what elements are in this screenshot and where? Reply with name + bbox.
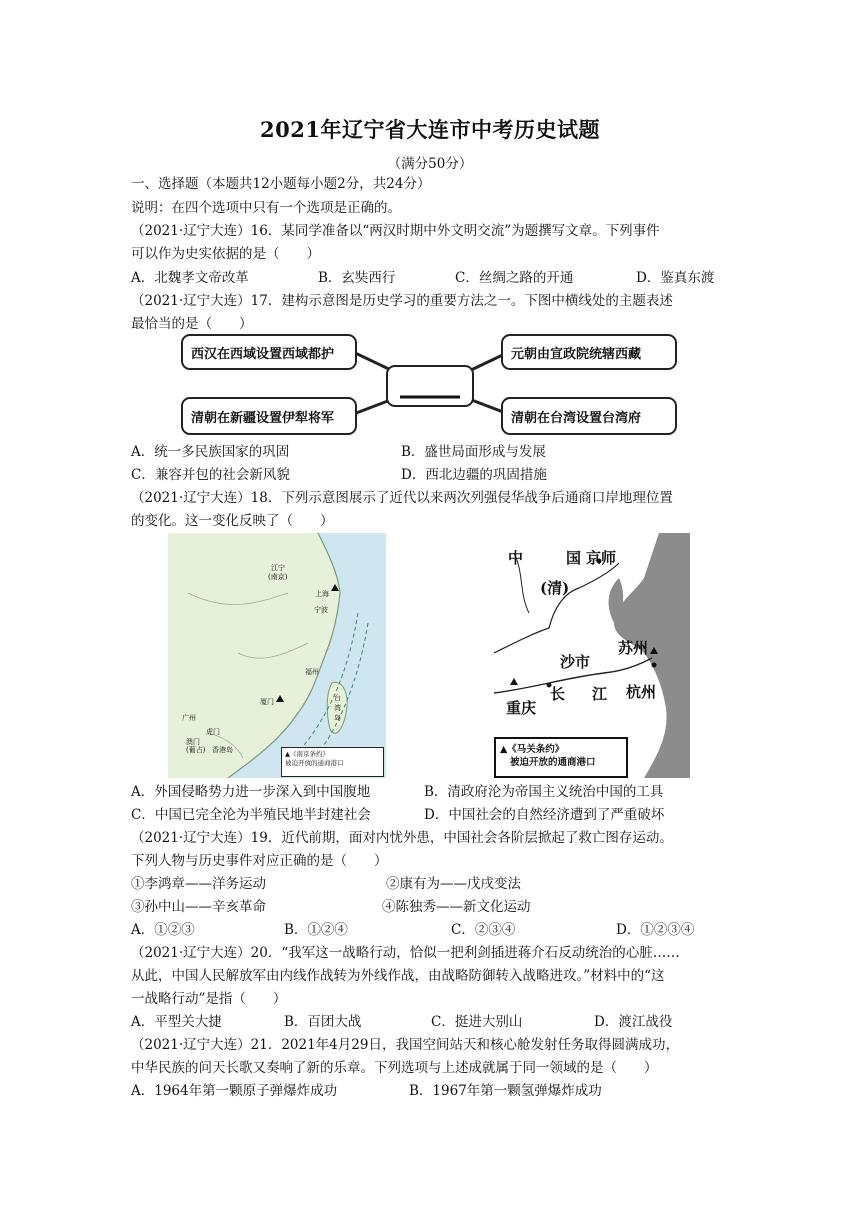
map2-label-suzhou: 苏州 bbox=[618, 639, 649, 657]
diagram-box-bottom-left: 清朝在新疆设置伊犁将军 bbox=[181, 397, 357, 435]
section-note: 说明：在四个选项中只有一个选项是正确的。 bbox=[131, 200, 401, 216]
q16-option-c: C．丝绸之路的开通 bbox=[455, 270, 574, 286]
map1-label-hongkong: 香港岛 bbox=[212, 746, 233, 754]
q19-stem-line2: 下列人物与历史事件对应正确的是（ ） bbox=[131, 853, 388, 869]
q19-item-2: ②康有为——戊戌变法 bbox=[386, 876, 521, 892]
q20-stem-line1: （2021·辽宁大连）20．“我军这一战略行动，恰似一把利剑插进蒋介石反动统治的心脏…… bbox=[131, 945, 680, 961]
q19-stem-line1: （2021·辽宁大连）19．近代前期，面对内忧外患，中国社会各阶层掀起了救亡图存运动。 bbox=[131, 830, 673, 846]
q20-option-b: B．百团大战 bbox=[284, 1014, 362, 1030]
map1-label-wan: 湾 bbox=[334, 704, 341, 712]
q18-option-b: B．清政府沦为帝国主义统治中国的工具 bbox=[424, 784, 664, 800]
map1-label-shanghai: 上海 bbox=[315, 590, 329, 598]
map1-legend bbox=[281, 747, 384, 777]
map1-label-humen: 虎门 bbox=[206, 728, 220, 736]
map2-legend bbox=[494, 737, 628, 778]
q17-stem-line2: 最恰当的是（ ） bbox=[131, 316, 253, 332]
nanjing-treaty-map bbox=[168, 533, 386, 778]
q20-option-a: A．平型关大捷 bbox=[131, 1014, 222, 1030]
q21-stem-line2: 中华民族的问天长歌又奏响了新的乐章。下列选项与上述成就属于同一领域的是（ ） bbox=[131, 1060, 658, 1076]
q17-option-a: A．统一多民族国家的巩固 bbox=[131, 444, 290, 460]
map2-label-guo: 国 bbox=[566, 549, 582, 567]
map2-label-shashi: 沙市 bbox=[560, 653, 591, 671]
q21-option-b: B．1967年第一颗氢弹爆炸成功 bbox=[409, 1083, 602, 1099]
map1-label-jiangning: 江宁 bbox=[271, 564, 285, 572]
map1-label-macau: 澳门 bbox=[186, 738, 200, 746]
map1-legend-title: ▲《南京条约》 bbox=[285, 750, 329, 758]
diagram-box-top-left: 西汉在西域设置西域都护 bbox=[181, 334, 357, 370]
map1-label-ningbo: 宁波 bbox=[314, 606, 328, 614]
map2-label-jingshi: 京师 bbox=[586, 549, 617, 567]
map1-label-fuzhou: 福州 bbox=[305, 668, 319, 676]
q17-stem-line1: （2021·辽宁大连）17．建构示意图是历史学习的重要方法之一。下图中横线处的主题表述 bbox=[131, 293, 673, 309]
map2-label-zhong: 中 bbox=[508, 549, 524, 567]
q19-item-1: ①李鸿章——洋务运动 bbox=[131, 876, 266, 892]
q19-item-4: ④陈独秀——新文化运动 bbox=[382, 899, 531, 915]
q21-stem-line1: （2021·辽宁大连）21．2021年4月29日，我国空间站天和核心舱发射任务取得圆满成功， bbox=[131, 1037, 679, 1053]
page-subtitle: （满分50分） bbox=[387, 156, 473, 172]
map2-label-chongqing: 重庆 bbox=[506, 699, 537, 717]
q18-option-d: D．中国社会的自然经济遭到了严重破坏 bbox=[424, 807, 665, 823]
q16-option-b: B．玄奘西行 bbox=[318, 270, 396, 286]
map2-legend-title: ▲《马关条约》 bbox=[500, 744, 565, 755]
q20-stem-line3: 一战略行动”是指（ ） bbox=[131, 991, 287, 1007]
map2-legend-text: 被迫开放的通商港口 bbox=[510, 757, 596, 768]
q18-option-a: A．外国侵略势力进一步深入到中国腹地 bbox=[131, 784, 371, 800]
q19-option-c: C．②③④ bbox=[451, 922, 516, 938]
map1-label-tai: 台 bbox=[334, 694, 341, 702]
q20-stem-line2: 从此，中国人民解放军由内线作战转为外线作战，由战略防御转入战略进攻。”材料中的“这 bbox=[131, 968, 665, 984]
q17-option-b: B．盛世局面形成与发展 bbox=[401, 444, 546, 460]
map1-legend-text: 被迫开放的通商港口 bbox=[285, 759, 344, 767]
q21-option-a: A．1964年第一颗原子弹爆炸成功 bbox=[131, 1083, 338, 1099]
map1-label-nanjing: (南京) bbox=[268, 573, 288, 581]
q19-item-3: ③孙中山——辛亥革命 bbox=[131, 899, 266, 915]
map2-label-jiang: 江 bbox=[592, 685, 608, 703]
map1-label-xiamen: 厦门 bbox=[260, 698, 274, 706]
q18-stem-line2: 的变化。这一变化反映了（ ） bbox=[131, 513, 334, 529]
q19-option-a: A．①②③ bbox=[131, 922, 195, 938]
page-title: 2021年辽宁省大连市中考历史试题 bbox=[260, 117, 600, 142]
q17-option-c: C．兼容并包的社会新风貌 bbox=[131, 467, 290, 483]
q20-option-c: C．挺进大别山 bbox=[431, 1014, 523, 1030]
q16-stem-line1: （2021·辽宁大连）16．某同学准备以“两汉时期中外文明交流”为题撰写文章。下列事件 bbox=[131, 223, 660, 239]
section-heading: 一、选择题（本题共12小题每小题2分，共24分） bbox=[131, 176, 431, 192]
q17-option-d: D．西北边疆的巩固措施 bbox=[401, 467, 547, 483]
q19-option-d: D．①②③④ bbox=[616, 922, 695, 938]
map1-label-dao: 岛 bbox=[334, 714, 341, 722]
map2-label-qing: (清) bbox=[540, 579, 570, 597]
concept-diagram bbox=[181, 333, 679, 437]
q20-option-d: D．渡江战役 bbox=[594, 1014, 673, 1030]
q16-option-a: A．北魏孝文帝改革 bbox=[131, 270, 249, 286]
diagram-box-top-right: 元朝由宣政院统辖西藏 bbox=[501, 334, 677, 370]
q18-option-c: C．中国已完全沦为半殖民地半封建社会 bbox=[131, 807, 371, 823]
shimonoseki-treaty-map bbox=[494, 533, 690, 778]
q18-stem-line1: （2021·辽宁大连）18．下列示意图展示了近代以来两次列强侵华战争后通商口岸地理位置 bbox=[131, 490, 673, 506]
map1-label-guangzhou: 广州 bbox=[182, 714, 196, 722]
q16-stem-line2: 可以作为史实依据的是（ ） bbox=[131, 246, 320, 262]
map1-label-portuguese: (葡占) bbox=[186, 746, 206, 754]
map2-label-chang: 长 bbox=[550, 685, 566, 703]
diagram-box-bottom-right: 清朝在台湾设置台湾府 bbox=[501, 397, 677, 435]
q16-option-d: D．鉴真东渡 bbox=[636, 270, 715, 286]
q19-option-b: B．①②④ bbox=[284, 922, 348, 938]
map2-label-hangzhou: 杭州 bbox=[626, 683, 657, 701]
